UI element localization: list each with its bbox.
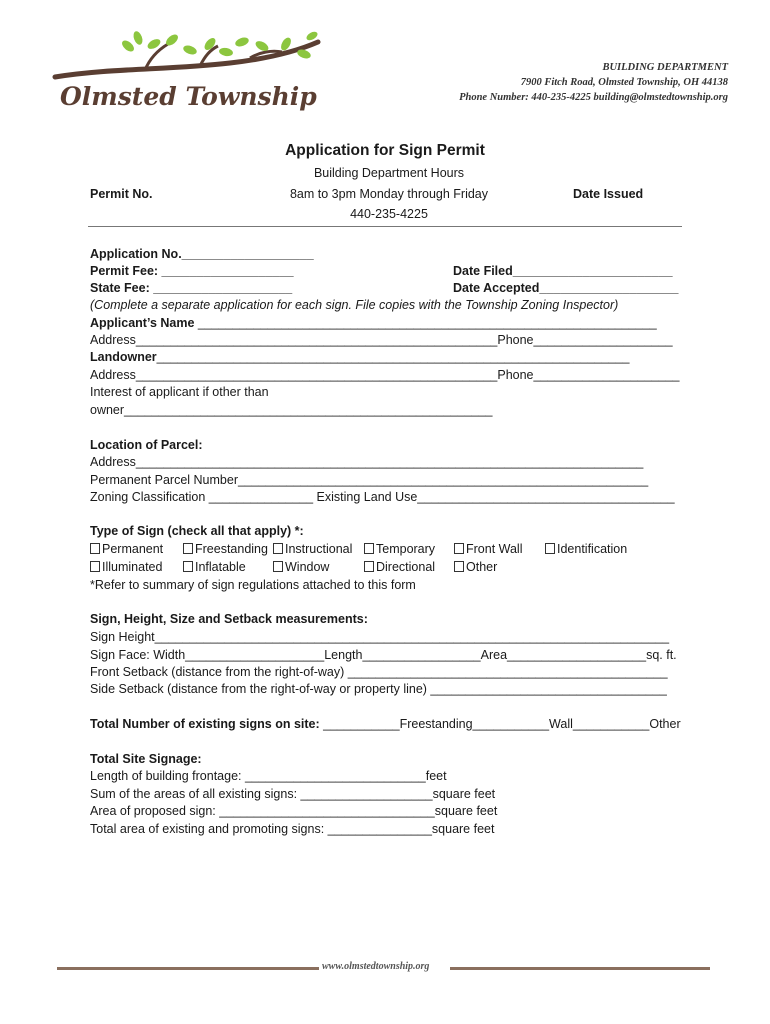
- zoning-field[interactable]: Zoning Classification _______________ Existing Land Use_____________________________________: [90, 490, 675, 504]
- logo-wordmark: Olmsted Township: [60, 82, 317, 111]
- sign-face-field[interactable]: Sign Face: Width____________________Length_________________Area____________________sq. ft.: [90, 648, 677, 662]
- checkbox-icon: [454, 543, 464, 554]
- applicant-name-field[interactable]: [90, 316, 657, 330]
- measurements-heading: Sign, Height, Size and Setback measurements:: [90, 612, 368, 626]
- landowner-field[interactable]: [90, 350, 629, 364]
- permit-no-label: Permit No.: [90, 187, 153, 201]
- existing-area-sum-field[interactable]: Sum of the areas of all existing signs: ___________________square feet: [90, 787, 496, 801]
- checkbox-icon: [273, 543, 283, 554]
- footer-rule-left: [57, 967, 319, 970]
- landowner-address-field[interactable]: Address____________________________________________________Phone_____________________: [90, 368, 680, 382]
- checkbox-icon: [183, 561, 193, 572]
- checkbox-icon: [364, 561, 374, 572]
- page-title: Application for Sign Permit: [285, 142, 485, 159]
- permit-fee-field[interactable]: Permit Fee: ___________________: [90, 264, 294, 278]
- application-no-field[interactable]: Application No.___________________: [90, 247, 314, 261]
- checkbox-front-wall[interactable]: Front Wall: [454, 542, 523, 556]
- building-frontage-field[interactable]: Length of building frontage: __________________________feet: [90, 769, 447, 783]
- header-department: BUILDING DEPARTMENT: [602, 62, 728, 73]
- landowner-label: Landowner: [90, 350, 157, 364]
- sign-type-heading: Type of Sign (check all that apply) *:: [90, 524, 304, 538]
- checkbox-icon: [364, 543, 374, 554]
- checkbox-directional[interactable]: Directional: [364, 560, 435, 574]
- separate-application-note: (Complete a separate application for each sign. File copies with the Township Zoning Inspector): [90, 298, 619, 312]
- checkbox-icon: [183, 543, 193, 554]
- date-accepted-field[interactable]: Date Accepted____________________: [453, 281, 679, 295]
- landowner-line: ____________________________________________________________________: [156, 350, 630, 364]
- footer-rule-right: [450, 967, 710, 970]
- existing-signs-field[interactable]: [90, 717, 681, 731]
- header-contact: [459, 60, 728, 105]
- interest-owner-field[interactable]: owner_____________________________________________________: [90, 403, 493, 417]
- checkbox-permanent[interactable]: Permanent: [90, 542, 163, 556]
- location-address-field[interactable]: Address_________________________________________________________________________: [90, 455, 644, 469]
- branch-leaves-icon: [50, 30, 330, 130]
- checkbox-temporary[interactable]: Temporary: [364, 542, 435, 556]
- applicant-name-line: __________________________________________________________________: [194, 316, 657, 330]
- footer-website-link[interactable]: www.olmstedtownship.org: [322, 961, 430, 972]
- proposed-area-field[interactable]: Area of proposed sign: _______________________________square feet: [90, 804, 498, 818]
- date-filed-field[interactable]: Date Filed_______________________: [453, 264, 673, 278]
- existing-signs-label: Total Number of existing signs on site:: [90, 717, 320, 731]
- header-phone-email: Phone Number: 440-235-4225 building@olmstedtownship.org: [459, 92, 728, 103]
- checkbox-icon: [454, 561, 464, 572]
- sign-height-field[interactable]: Sign Height__________________________________________________________________________: [90, 630, 670, 644]
- parcel-number-field[interactable]: Permanent Parcel Number___________________________________________________________: [90, 473, 649, 487]
- existing-signs-blanks: ___________Freestanding___________Wall___________Other: [319, 717, 681, 731]
- checkbox-icon: [90, 543, 100, 554]
- hours-time: 8am to 3pm Monday through Friday: [289, 187, 489, 201]
- side-setback-field[interactable]: Side Setback (distance from the right-of-way or property line) __________________________________: [90, 682, 667, 696]
- checkbox-identification[interactable]: Identification: [545, 542, 627, 556]
- applicant-address-field[interactable]: Address____________________________________________________Phone____________________: [90, 333, 673, 347]
- header-divider: [88, 226, 682, 227]
- location-heading: Location of Parcel:: [90, 438, 203, 452]
- checkbox-icon: [273, 561, 283, 572]
- header-address: 7900 Fitch Road, Olmsted Township, OH 44138: [520, 77, 728, 88]
- date-issued-label: Date Issued: [573, 187, 644, 201]
- hours-heading: Building Department Hours: [313, 166, 465, 180]
- site-signage-heading: Total Site Signage:: [90, 752, 202, 766]
- checkbox-other[interactable]: Other: [454, 560, 497, 574]
- checkbox-inflatable[interactable]: Inflatable: [183, 560, 246, 574]
- checkbox-icon: [545, 543, 555, 554]
- total-area-field[interactable]: Total area of existing and promoting signs: _______________square feet: [90, 822, 495, 836]
- checkbox-window[interactable]: Window: [273, 560, 329, 574]
- applicant-name-label: Applicant’s Name: [90, 316, 195, 330]
- checkbox-instructional[interactable]: Instructional: [273, 542, 352, 556]
- interest-label: Interest of applicant if other than: [90, 385, 269, 399]
- front-setback-field[interactable]: Front Setback (distance from the right-of-way) ______________________________________________: [90, 665, 668, 679]
- checkbox-icon: [90, 561, 100, 572]
- checkbox-illuminated[interactable]: Illuminated: [90, 560, 162, 574]
- hours-phone: 440-235-4225: [350, 207, 428, 221]
- township-logo: [50, 30, 330, 130]
- checkbox-freestanding[interactable]: Freestanding: [183, 542, 268, 556]
- state-fee-field[interactable]: State Fee: ____________________: [90, 281, 293, 295]
- sign-regulations-note: *Refer to summary of sign regulations attached to this form: [90, 578, 416, 592]
